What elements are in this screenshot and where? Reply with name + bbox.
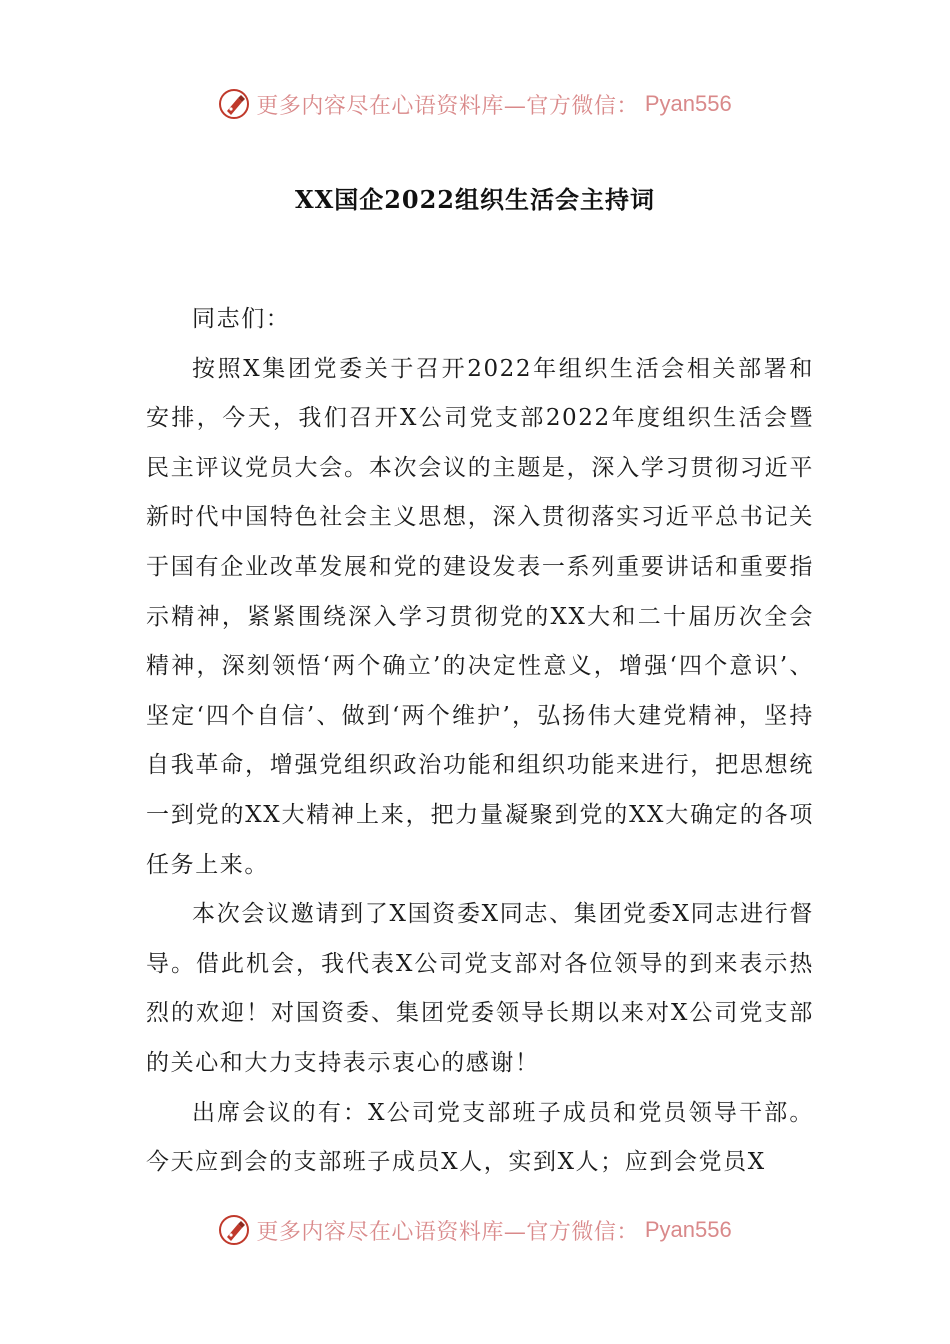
watermark-handle: Pyan556 bbox=[644, 91, 732, 116]
header-watermark bbox=[0, 84, 950, 124]
paragraph: 出席会议的有：X公司党支部班子成员和党员领导干部。今天应到会的支部班子成员X人，实到X人；应到会党员X bbox=[146, 1099, 814, 1176]
watermark-handle: Pyan556 bbox=[644, 1217, 732, 1242]
document-body bbox=[146, 295, 814, 1188]
salutation: 同志们： bbox=[192, 306, 291, 332]
watermark-text: 更多内容尽在心语资料库—官方微信： bbox=[256, 1219, 639, 1245]
pen-nib-logo-icon bbox=[218, 88, 250, 120]
pen-nib-logo-icon bbox=[218, 1214, 250, 1246]
document-title: XX国企2022组织生活会主持词 bbox=[294, 185, 656, 214]
paragraph: 按照X集团党委关于召开2022年组织生活会相关部署和安排，今天，我们召开X公司党支部2022年度组织生活会暨民主评议党员大会。本次会议的主题是，深入学习贯彻习近平新时代中国特色社会主义思想，深入贯彻落实习近平总书记关于国有企业改革发展和党的建设发表一系列重要讲话和重要指示精神，紧紧围绕深入学习贯彻党的XX大和二十届历次全会精神，深刻领悟‘两个确立’的决定性意义，增强‘四个意识’、坚定‘四个自信’、做到‘两个维护’，弘扬伟大建党精神，坚持自我革命，增强党组织政治功能和组织功能来进行，把思想统一到党的XX大精神上来，把力量凝聚到党的XX大确定的各项任务上来。 bbox=[146, 355, 814, 878]
watermark-text: 更多内容尽在心语资料库—官方微信： bbox=[256, 93, 639, 119]
footer-watermark bbox=[0, 1210, 950, 1250]
paragraph: 本次会议邀请到了X国资委X同志、集团党委X同志进行督导。借此机会，我代表X公司党支部对各位领导的到来表示热烈的欢迎！对国资委、集团党委领导长期以来对X公司党支部的关心和大力支持表示衷心的感谢！ bbox=[146, 901, 814, 1076]
